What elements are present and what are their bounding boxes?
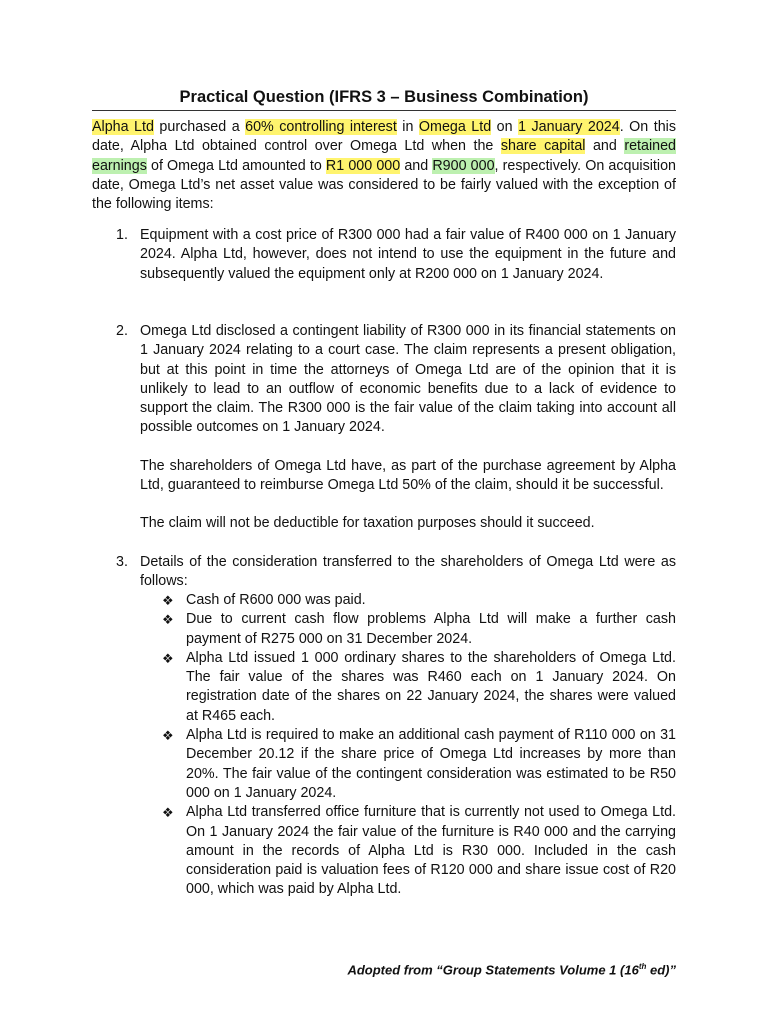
intro-text: and xyxy=(585,138,625,155)
highlight-share-capital-amount: R1 000 000 xyxy=(325,157,401,174)
footer-superscript: th xyxy=(638,962,647,971)
bullet-text: Alpha Ltd transferred office furniture that is currently not used to Omega Ltd. On 1 January 2024 the fair value of the furniture is R40 000 and the carrying amount in the records of Alpha Ltd is R30 000. Included in the cash consideration paid is valuation fees of R120 000 and share issue cost of R20 000, which was paid by Alpha Ltd. xyxy=(186,804,676,898)
intro-text: and xyxy=(400,157,433,174)
list-number: 2. xyxy=(116,323,128,339)
highlight-share-capital: share capital xyxy=(500,138,586,155)
bullet-item xyxy=(160,591,676,610)
bullet-text: Due to current cash flow problems Alpha Ltd will make a further cash payment of R275 000 on 31 December 2024. xyxy=(186,611,676,647)
bullet-text: Cash of R600 000 was paid. xyxy=(186,592,366,608)
bullet-text: Alpha Ltd issued 1 000 ordinary shares to the shareholders of Omega Ltd. The fair value of the shares was R460 each on 1 January 2024. On registration date of the shares on 22 January 2024, the shares were valued at R465 each. xyxy=(186,649,676,724)
bullet-item xyxy=(160,649,676,726)
list-item-1 xyxy=(116,226,676,284)
highlight-date: 1 January 2024 xyxy=(518,119,620,135)
list-item-text: Omega Ltd disclosed a contingent liability of R300 000 in its financial statements on 1 January 2024 relating to a court case. The claim represents a present obligation, but at this point in time the attorneys of Omega Ltd are of the opinion that it is unlikely to lead to an outflow of economic benefits due to a lack of evidence to support the claim. The R300 000 is the fair value of the claim taking into account all possible outcomes on 1 January 2024. xyxy=(140,323,676,436)
bullet-item xyxy=(160,726,676,803)
intro-text: on xyxy=(491,119,519,135)
bullet-item xyxy=(160,803,676,899)
page-title: Practical Question (IFRS 3 – Business Combination) xyxy=(92,86,676,111)
bullet-text: Alpha Ltd is required to make an additional cash payment of R110 000 on 31 December 20.12 if the share price of Omega Ltd increases by more than 20%. The fair value of the contingent consideration was estimated to be R50 000 on 1 January 2024. xyxy=(186,727,676,801)
highlight-target: Omega Ltd xyxy=(418,119,492,135)
diamond-bullet-icon: ❖ xyxy=(162,728,174,744)
intro-text: in xyxy=(396,119,419,135)
source-footer xyxy=(347,962,676,977)
list-item-2 xyxy=(116,322,676,438)
consideration-bullet-list xyxy=(160,591,676,900)
diamond-bullet-icon: ❖ xyxy=(162,650,174,666)
footer-text: Adopted from “Group Statements Volume 1 (16 xyxy=(347,962,639,978)
intro-text: of Omega Ltd amounted to xyxy=(146,157,326,174)
footer-text: ed)” xyxy=(646,962,676,978)
list-item-text: Equipment with a cost price of R300 000 had a fair value of R400 000 on 1 January 2024. Alpha Ltd, however, does not intend to use the equipment in the future and subsequently valued the equipment only at R200 000 on 1 January 2024. xyxy=(140,227,676,282)
intro-text: . On this date, Alpha Ltd obtained control over Omega Ltd when the xyxy=(92,119,676,155)
highlight-retained-earnings: retained earnings xyxy=(92,138,676,174)
highlight-retained-earnings-amount: R900 000 xyxy=(432,157,495,174)
highlight-interest: 60% controlling interest xyxy=(245,119,397,135)
diamond-bullet-icon: ❖ xyxy=(162,612,174,628)
intro-paragraph xyxy=(92,118,676,214)
intro-text: , respectively. On acquisition date, Omega Ltd’s net asset value was considered to be fairly valued with the exception of the following items: xyxy=(92,157,676,213)
list-item-2-paragraph-3: The claim will not be deductible for taxation purposes should it succeed. xyxy=(140,515,595,531)
diamond-bullet-icon: ❖ xyxy=(162,593,174,608)
list-number: 3. xyxy=(116,554,128,570)
list-item-3 xyxy=(116,553,676,592)
highlight-buyer: Alpha Ltd xyxy=(92,119,154,135)
intro-text: purchased a xyxy=(153,119,246,135)
list-number: 1. xyxy=(116,227,128,243)
bullet-item xyxy=(160,610,676,649)
list-item-text: Details of the consideration transferred to the shareholders of Omega Ltd were as follows: xyxy=(140,554,676,590)
list-item-2-paragraph-2: The shareholders of Omega Ltd have, as part of the purchase agreement by Alpha Ltd, guaranteed to reimburse Omega Ltd 50% of the claim, should it be successful. xyxy=(140,458,676,494)
diamond-bullet-icon: ❖ xyxy=(162,805,174,821)
